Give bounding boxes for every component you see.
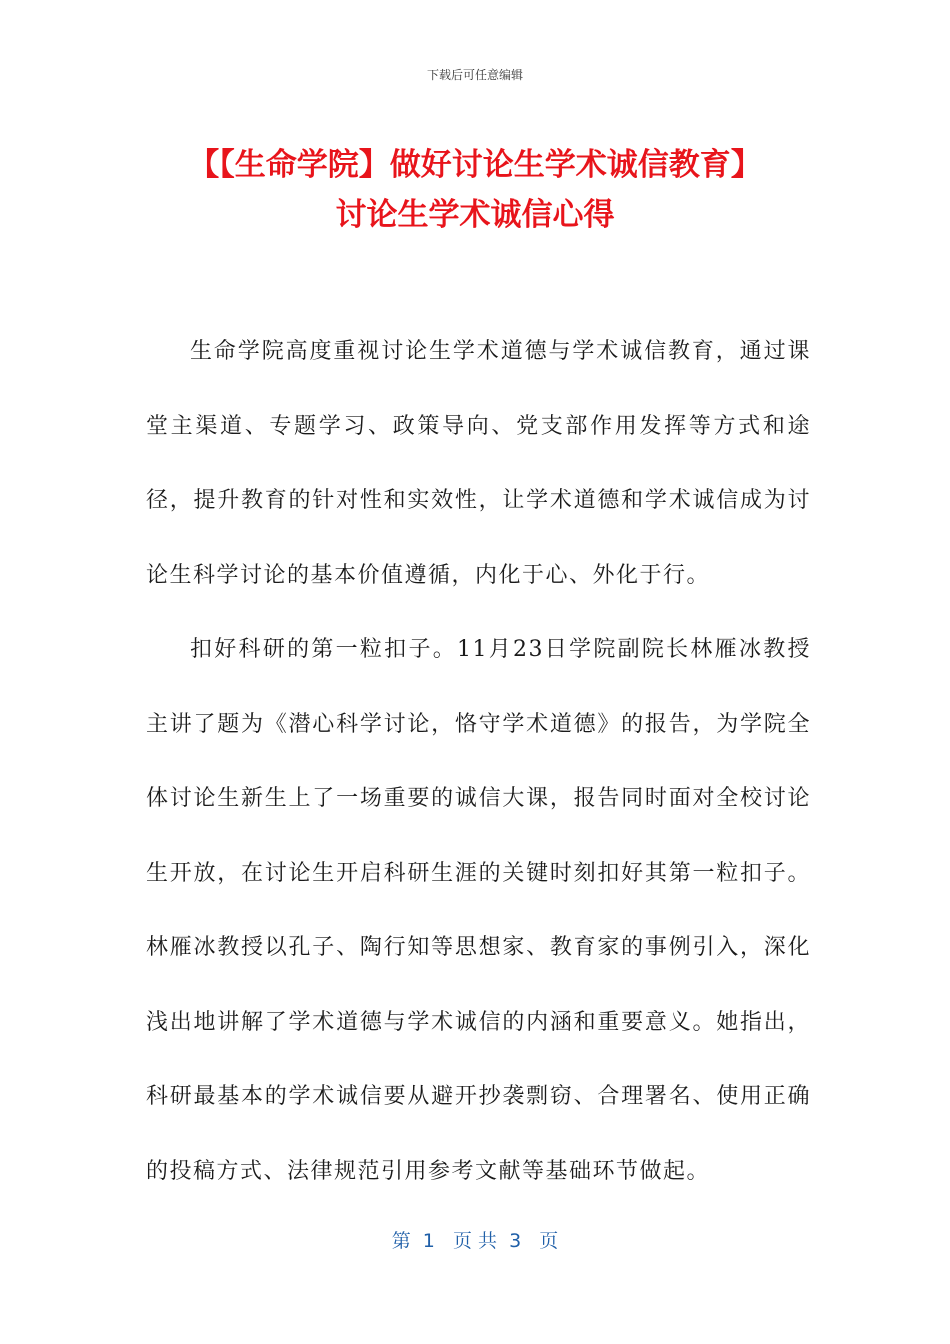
document-title-line-2: 讨论生学术诚信心得 [335,197,615,233]
document-title-line-1: 【【生命学院】做好讨论生学术诚信教育】 [188,147,762,183]
body-paragraph-1: 生命学院高度重视讨论生学术道德与学术诚信教育，通过课堂主渠道、专题学习、政策导向、党支部作用发挥等方式和途径，提升教育的针对性和实效性，让学术道德和学术诚信成为讨论生科学讨论的基本价值遵循，内化于心、外化于行。 [146,339,811,588]
header-note: 下载后可任意编辑 [426,68,523,82]
document-body [146,315,811,1209]
page-number-footer: 第 1 页 共 3 页 [391,1230,559,1252]
body-paragraph-2: 扣好科研的第一粒扣子。11月23日学院副院长林雁冰教授主讲了题为《潜心科学讨论，恪守学术道德》的报告，为学院全体讨论生新生上了一场重要的诚信大课，报告同时面对全校讨论生开放，在讨论生开启科研生涯的关键时刻扣好其第一粒扣子。林雁冰教授以孔子、陶行知等思想家、教育家的事例引入，深化浅出地讲解了学术道德与学术诚信的内涵和重要意义。她指出，科研最基本的学术诚信要从避开抄袭剽窃、合理署名、使用正确的投稿方式、法律规范引用参考文献等基础环节做起。 [146,637,811,1184]
document-title [100,140,850,240]
